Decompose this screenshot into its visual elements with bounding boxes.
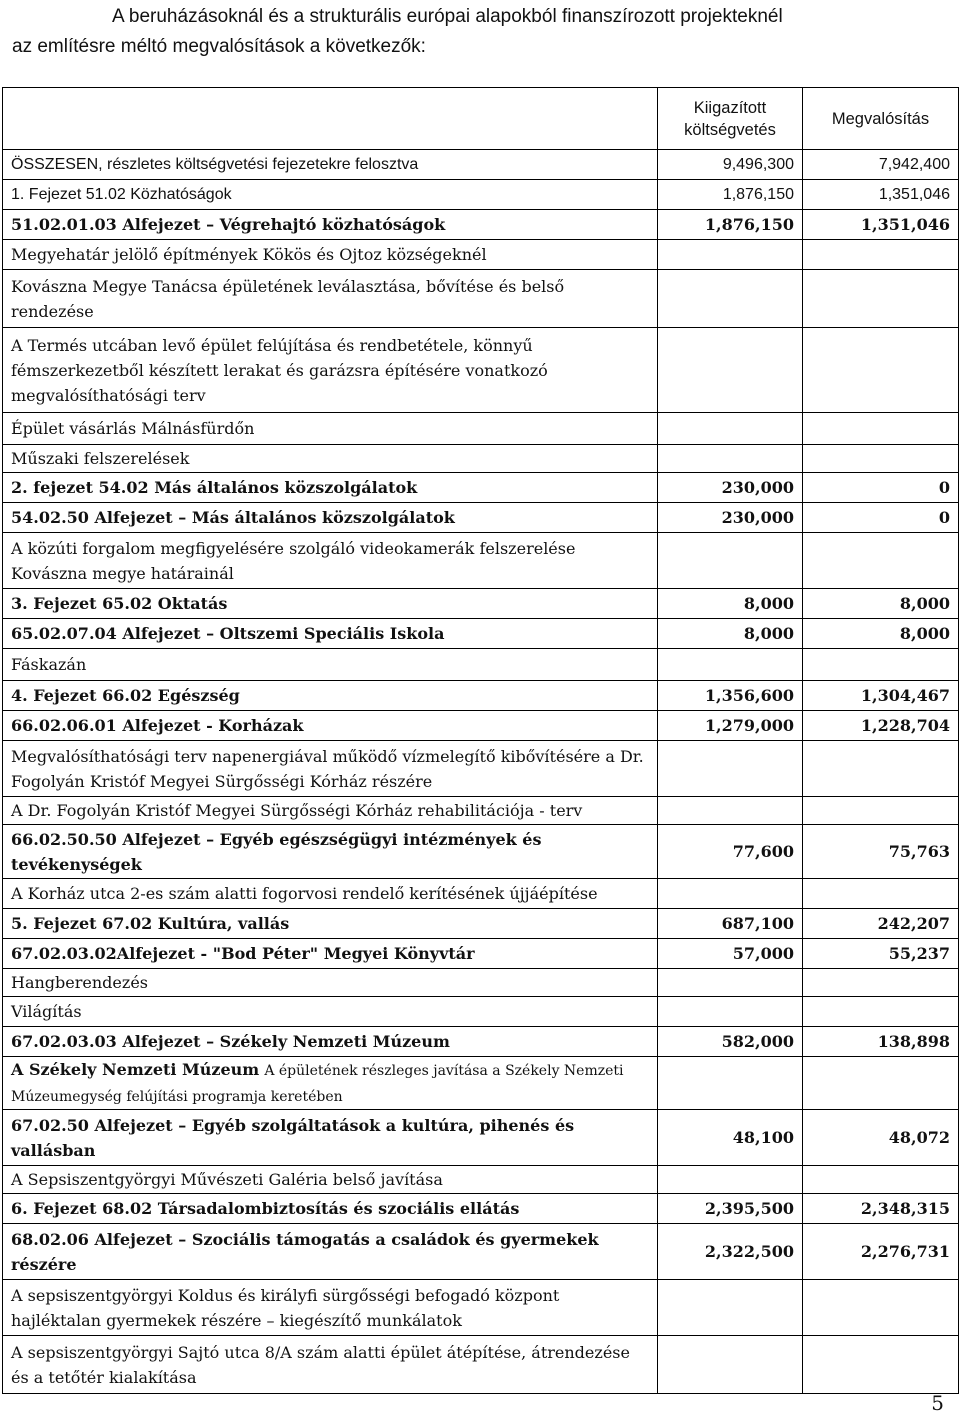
row-actual <box>803 1336 959 1394</box>
row-label: A Sepsiszentgyörgyi Művészeti Galéria belső javítása <box>3 1166 658 1194</box>
table-row <box>3 681 959 711</box>
table-row <box>3 150 959 180</box>
table-row <box>3 180 959 210</box>
table-row <box>3 240 959 270</box>
row-budget <box>658 270 803 328</box>
row-actual <box>803 328 959 413</box>
row-budget <box>658 328 803 413</box>
row-actual: 1,351,046 <box>803 180 959 210</box>
row-budget: 582,000 <box>658 1027 803 1057</box>
row-budget: 1,279,000 <box>658 711 803 741</box>
row-budget <box>658 445 803 473</box>
row-label: A sepsiszentgyörgyi Koldus és királyfi sürgősségi befogadó központ hajléktalan gyermekek részére – kiegészítő munkálatok <box>3 1280 658 1336</box>
table-row <box>3 969 959 997</box>
row-budget <box>658 879 803 909</box>
row-label: Fáskazán <box>3 649 658 681</box>
table-row <box>3 1166 959 1194</box>
row-label: 67.02.03.02Alfejezet - "Bod Péter" Megyei Könyvtár <box>3 939 658 969</box>
row-budget: 8,000 <box>658 619 803 649</box>
header-empty-cell <box>3 88 658 150</box>
table-row <box>3 445 959 473</box>
row-budget: 230,000 <box>658 503 803 533</box>
row-budget: 57,000 <box>658 939 803 969</box>
table-row <box>3 270 959 328</box>
row-budget <box>658 741 803 797</box>
row-budget <box>658 969 803 997</box>
table-row <box>3 533 959 589</box>
row-label: 65.02.07.04 Alfejezet – Oltszemi Speciális Iskola <box>3 619 658 649</box>
row-label: Megyehatár jelölő építmények Kökös és Ojtoz községeknél <box>3 240 658 270</box>
row-label: Világítás <box>3 997 658 1027</box>
table-row <box>3 619 959 649</box>
table-row <box>3 909 959 939</box>
row-label: Megvalósíthatósági terv napenergiával működő vízmelegítő kibővítésére a Dr. Fogolyán Kristóf Megyei Sürgősségi Kórház részére <box>3 741 658 797</box>
table-row <box>3 210 959 240</box>
row-label: Épület vásárlás Málnásfürdőn <box>3 413 658 445</box>
row-label: Műszaki felszerelések <box>3 445 658 473</box>
row-actual: 8,000 <box>803 619 959 649</box>
table-row <box>3 879 959 909</box>
row-label: A Termés utcában levő épület felújítása és rendbetétele, könnyű fémszerkezetből készített lerakat és garázsra építésére vonatkozó megvalósíthatósági terv <box>3 328 658 413</box>
intro-line-1: A beruházásoknál és a strukturális európai alapokból finanszírozott projekteknél <box>112 6 783 27</box>
row-budget <box>658 997 803 1027</box>
row-actual <box>803 797 959 825</box>
row-actual <box>803 1166 959 1194</box>
row-budget: 1,876,150 <box>658 210 803 240</box>
row-label: Kovászna Megye Tanácsa épületének leválasztása, bővítése és belső rendezése <box>3 270 658 328</box>
table-row <box>3 997 959 1027</box>
museum-name: A Székely Nemzeti Múzeum <box>11 1060 260 1079</box>
table-row <box>3 473 959 503</box>
table-row <box>3 328 959 413</box>
row-actual <box>803 240 959 270</box>
table-row <box>3 589 959 619</box>
table-row <box>3 825 959 879</box>
row-label: 2. fejezet 54.02 Más általános közszolgálatok <box>3 473 658 503</box>
table-row <box>3 711 959 741</box>
row-actual: 1,228,704 <box>803 711 959 741</box>
row-budget: 230,000 <box>658 473 803 503</box>
header-actual: Megvalósítás <box>803 88 959 150</box>
row-actual <box>803 270 959 328</box>
row-actual: 8,000 <box>803 589 959 619</box>
row-budget <box>658 1280 803 1336</box>
table-row <box>3 939 959 969</box>
row-label: 4. Fejezet 66.02 Egészség <box>3 681 658 711</box>
row-label: A Korház utca 2-es szám alatti fogorvosi rendelő kerítésének újjáépítése <box>3 879 658 909</box>
row-actual <box>803 445 959 473</box>
row-label: A Dr. Fogolyán Kristóf Megyei Sürgősségi Kórház rehabilitációja - terv <box>3 797 658 825</box>
row-actual: 138,898 <box>803 1027 959 1057</box>
row-label: 66.02.06.01 Alfejezet - Korházak <box>3 711 658 741</box>
table-row <box>3 797 959 825</box>
row-actual <box>803 741 959 797</box>
row-budget: 2,322,500 <box>658 1224 803 1280</box>
row-budget <box>658 1166 803 1194</box>
row-budget: 1,876,150 <box>658 180 803 210</box>
table-row <box>3 1057 959 1110</box>
row-actual <box>803 649 959 681</box>
row-label: A közúti forgalom megfigyelésére szolgáló videokamerák felszerelése Kovászna megye határainál <box>3 533 658 589</box>
row-label: 51.02.01.03 Alfejezet – Végrehajtó közhatóságok <box>3 210 658 240</box>
table-row <box>3 1027 959 1057</box>
intro-line-2: az említésre méltó megvalósítások a következők: <box>12 36 426 57</box>
header-budget: Kiigazított költségvetés <box>658 88 803 150</box>
row-actual: 2,276,731 <box>803 1224 959 1280</box>
row-label: Hangberendezés <box>3 969 658 997</box>
row-label: 3. Fejezet 65.02 Oktatás <box>3 589 658 619</box>
row-actual <box>803 533 959 589</box>
row-label: 1. Fejezet 51.02 Közhatóságok <box>3 180 658 210</box>
row-budget: 77,600 <box>658 825 803 879</box>
row-actual <box>803 1280 959 1336</box>
table-row <box>3 503 959 533</box>
row-budget: 8,000 <box>658 589 803 619</box>
row-actual: 75,763 <box>803 825 959 879</box>
table-row <box>3 649 959 681</box>
row-actual: 7,942,400 <box>803 150 959 180</box>
table-row <box>3 1110 959 1166</box>
row-budget: 1,356,600 <box>658 681 803 711</box>
row-actual: 48,072 <box>803 1110 959 1166</box>
row-actual: 0 <box>803 473 959 503</box>
row-label: 54.02.50 Alfejezet – Más általános közszolgálatok <box>3 503 658 533</box>
row-actual: 1,304,467 <box>803 681 959 711</box>
row-budget: 48,100 <box>658 1110 803 1166</box>
row-actual: 242,207 <box>803 909 959 939</box>
row-actual <box>803 997 959 1027</box>
row-budget <box>658 649 803 681</box>
table-row <box>3 1194 959 1224</box>
row-actual <box>803 879 959 909</box>
row-label: A sepsiszentgyörgyi Sajtó utca 8/A szám alatti épület átépítése, átrendezése és a tetőtér kialakítása <box>3 1336 658 1394</box>
table-header-row <box>3 88 959 150</box>
row-budget <box>658 1057 803 1110</box>
row-budget <box>658 240 803 270</box>
museum-project-description: A épületének részleges javítása a Székely Nemzeti Múzeumegység felújítási programja keretében <box>11 1063 624 1105</box>
row-label: 66.02.50.50 Alfejezet – Egyéb egészségügyi intézmények és tevékenységek <box>3 825 658 879</box>
row-label: 5. Fejezet 67.02 Kultúra, vallás <box>3 909 658 939</box>
table-row <box>3 1336 959 1394</box>
row-label: 68.02.06 Alfejezet – Szociális támogatás a családok és gyermekek részére <box>3 1224 658 1280</box>
budget-table <box>2 87 959 1394</box>
row-actual: 0 <box>803 503 959 533</box>
row-label: 6. Fejezet 68.02 Társadalombiztosítás és szociális ellátás <box>3 1194 658 1224</box>
row-budget <box>658 797 803 825</box>
row-budget <box>658 1336 803 1394</box>
intro-text <box>12 2 952 62</box>
row-actual: 55,237 <box>803 939 959 969</box>
page-number: 5 <box>931 1391 944 1415</box>
row-actual: 2,348,315 <box>803 1194 959 1224</box>
row-actual <box>803 413 959 445</box>
row-actual <box>803 969 959 997</box>
row-actual <box>803 1057 959 1110</box>
row-label: 67.02.03.03 Alfejezet – Székely Nemzeti Múzeum <box>3 1027 658 1057</box>
row-budget <box>658 533 803 589</box>
table-row <box>3 1224 959 1280</box>
table-row <box>3 1280 959 1336</box>
row-label <box>3 1057 658 1110</box>
row-actual: 1,351,046 <box>803 210 959 240</box>
row-budget: 687,100 <box>658 909 803 939</box>
table-row <box>3 413 959 445</box>
row-budget: 9,496,300 <box>658 150 803 180</box>
row-label: 67.02.50 Alfejezet – Egyéb szolgáltatások a kultúra, pihenés és vallásban <box>3 1110 658 1166</box>
row-budget <box>658 413 803 445</box>
row-budget: 2,395,500 <box>658 1194 803 1224</box>
row-label: ÖSSZESEN, részletes költségvetési fejezetekre felosztva <box>3 150 658 180</box>
table-row <box>3 741 959 797</box>
